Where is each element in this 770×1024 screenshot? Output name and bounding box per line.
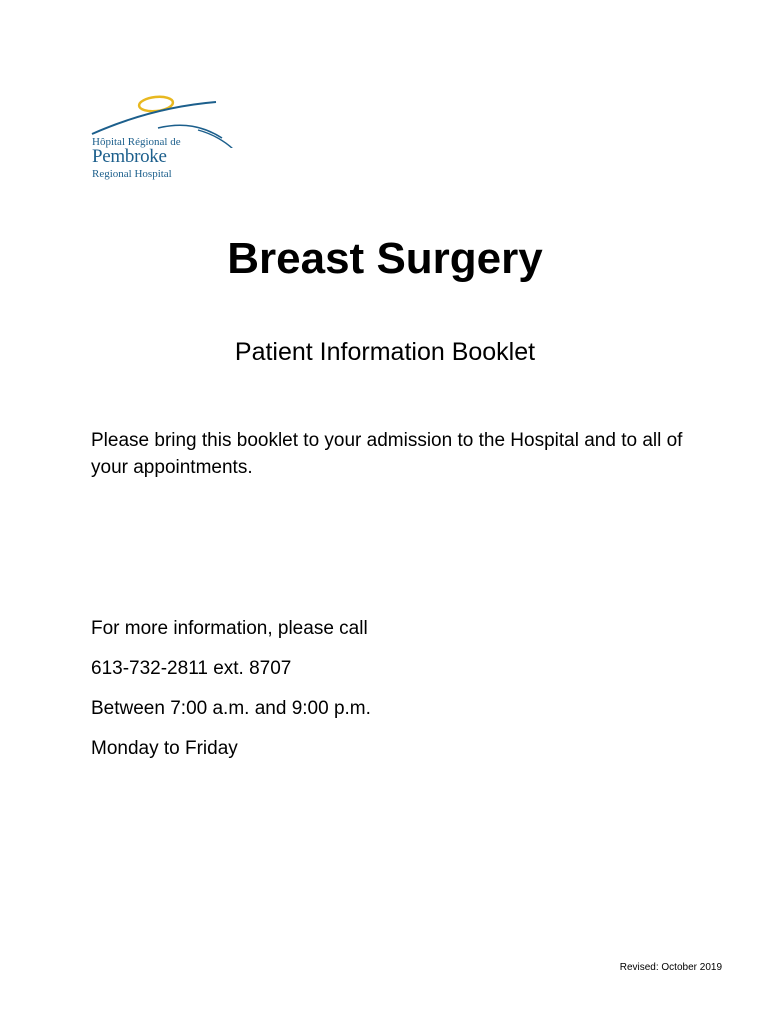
logo-text-french: Hôpital Régional de [92,136,181,148]
logo-text-english: Regional Hospital [92,168,172,180]
contact-days: Monday to Friday [91,738,238,759]
intro-paragraph: Please bring this booklet to your admission to the Hospital and to all of your appointments. [91,430,683,478]
logo-text-pembroke: Pembroke [92,146,167,167]
hospital-logo [88,88,248,188]
contact-prompt: For more information, please call [91,618,368,639]
document-title: Breast Surgery [227,234,543,283]
revision-date: Revised: October 2019 [619,962,722,973]
document-subtitle: Patient Information Booklet [234,338,536,366]
contact-phone: 613-732-2811 ext. 8707 [91,658,292,679]
contact-hours: Between 7:00 a.m. and 9:00 p.m. [91,698,371,719]
contact-info [91,616,371,776]
